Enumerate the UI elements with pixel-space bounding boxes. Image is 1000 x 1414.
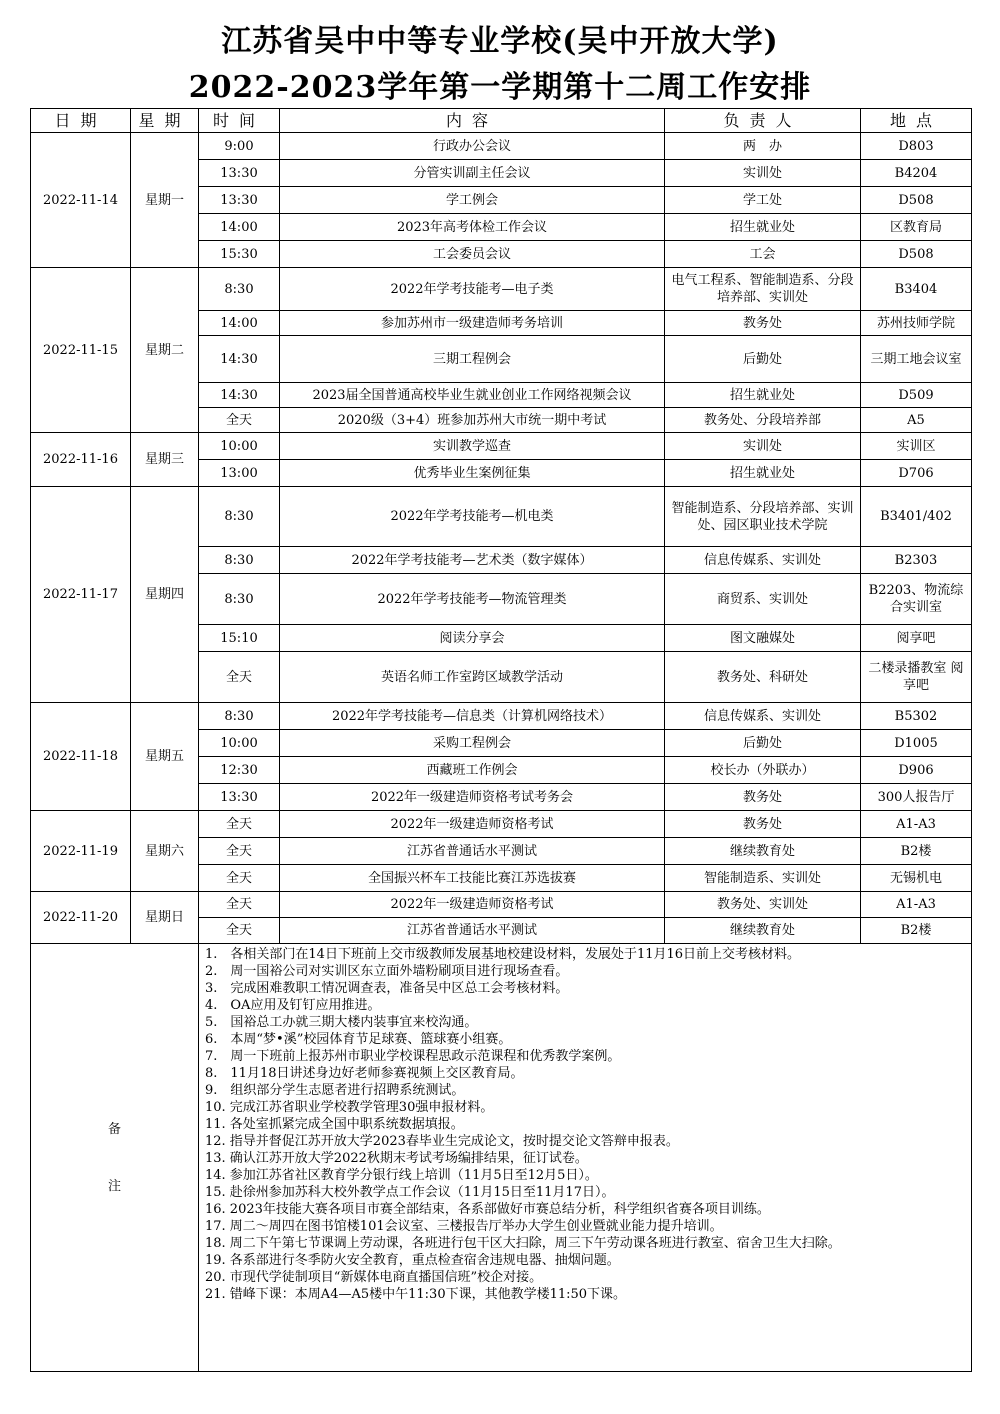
content-cell: 采购工程例会 (280, 730, 665, 757)
place-cell: 三期工地会议室 (861, 336, 972, 383)
owner-cell: 学工处 (665, 187, 861, 214)
owner-cell: 继续教育处 (665, 918, 861, 944)
place-cell: B2203、物流综合实训室 (861, 574, 972, 625)
content-cell: 2023届全国普通高校毕业生就业创业工作网络视频会议 (280, 383, 665, 408)
note-item: 7. 周一下班前上报苏州市职业学校课程思政示范课程和优秀教学案例。 (205, 1049, 621, 1064)
document-subtitle: 2022-2023学年第一学期第十二周工作安排 (188, 70, 812, 105)
place-cell: D509 (861, 383, 972, 408)
date-cell: 2022-11-15 (31, 268, 131, 433)
place-cell: A1-A3 (861, 892, 972, 918)
content-cell: 行政办公会议 (280, 133, 665, 160)
place-cell: B2楼 (861, 838, 972, 865)
owner-cell: 教务处 (665, 811, 861, 838)
time-cell: 15:30 (199, 241, 280, 268)
place-cell: D803 (861, 133, 972, 160)
header-content: 内容 (280, 109, 665, 133)
place-cell: D906 (861, 757, 972, 784)
weekday-cell: 星期一 (131, 133, 199, 268)
notes-label (31, 944, 199, 1372)
place-cell: B5302 (861, 703, 972, 730)
place-cell: 实训区 (861, 433, 972, 460)
weekday-cell: 星期三 (131, 433, 199, 487)
content-cell: 分管实训副主任会议 (280, 160, 665, 187)
document-title: 江苏省吴中中等专业学校(吴中开放大学) (221, 24, 779, 59)
owner-cell: 教务处、分段培养部 (665, 408, 861, 433)
place-cell: D508 (861, 241, 972, 268)
note-item: 14. 参加江苏省社区教育学分银行线上培训（11月5日至12月5日）。 (205, 1168, 598, 1183)
time-cell: 9:00 (199, 133, 280, 160)
owner-cell: 教务处、科研处 (665, 652, 861, 703)
owner-cell: 工会 (665, 241, 861, 268)
content-cell: 三期工程例会 (280, 336, 665, 383)
content-cell: 阅读分享会 (280, 625, 665, 652)
time-cell: 全天 (199, 838, 280, 865)
note-item: 1. 各相关部门在14日下班前上交市级教师发展基地校建设材料，发展处于11月16日前上交考核材料。 (205, 947, 801, 962)
table-row (31, 892, 972, 918)
content-cell: 全国振兴杯车工技能比赛江苏选拔赛 (280, 865, 665, 892)
owner-cell: 校长办（外联办） (665, 757, 861, 784)
content-cell: 优秀毕业生案例征集 (280, 460, 665, 487)
content-cell: 参加苏州市一级建造师考务培训 (280, 311, 665, 336)
time-cell: 14:00 (199, 311, 280, 336)
note-item: 5. 国裕总工办就三期大楼内装事宜来校沟通。 (205, 1015, 478, 1030)
content-cell: 工会委员会议 (280, 241, 665, 268)
owner-cell: 招生就业处 (665, 214, 861, 241)
note-item: 3. 完成困难教职工情况调查表，准备吴中区总工会考核材料。 (205, 981, 569, 996)
content-cell: 实训教学巡查 (280, 433, 665, 460)
header-owner: 负责人 (665, 109, 861, 133)
place-cell: B3401/402 (861, 487, 972, 547)
time-cell: 13:30 (199, 160, 280, 187)
time-cell: 全天 (199, 652, 280, 703)
owner-cell: 图文融媒处 (665, 625, 861, 652)
time-cell: 15:10 (199, 625, 280, 652)
time-cell: 全天 (199, 918, 280, 944)
place-cell: 苏州技师学院 (861, 311, 972, 336)
time-cell: 14:00 (199, 214, 280, 241)
place-cell: 区教育局 (861, 214, 972, 241)
time-cell: 8:30 (199, 547, 280, 574)
content-cell: 英语名师工作室跨区域教学活动 (280, 652, 665, 703)
content-cell: 江苏省普通话水平测试 (280, 838, 665, 865)
header-time: 时间 (199, 109, 280, 133)
time-cell: 全天 (199, 408, 280, 433)
content-cell: 2022年学考技能考—信息类（计算机网络技术） (280, 703, 665, 730)
note-item: 19. 各系部进行冬季防火安全教育，重点检查宿舍违规电器、抽烟问题。 (205, 1253, 620, 1268)
owner-cell: 信息传媒系、实训处 (665, 547, 861, 574)
date-cell: 2022-11-16 (31, 433, 131, 487)
date-cell: 2022-11-19 (31, 811, 131, 892)
table-row (31, 433, 972, 460)
time-cell: 全天 (199, 811, 280, 838)
notes-label-char-2: 注 (107, 1178, 121, 1194)
owner-cell: 智能制造系、实训处 (665, 865, 861, 892)
owner-cell: 招生就业处 (665, 460, 861, 487)
time-cell: 8:30 (199, 487, 280, 547)
table-row (31, 268, 972, 311)
time-cell: 14:30 (199, 383, 280, 408)
time-cell: 8:30 (199, 703, 280, 730)
place-cell: 阅享吧 (861, 625, 972, 652)
time-cell: 8:30 (199, 574, 280, 625)
weekday-cell: 星期六 (131, 811, 199, 892)
content-cell: 2022年学考技能考—物流管理类 (280, 574, 665, 625)
place-cell: 二楼录播教室 阅享吧 (861, 652, 972, 703)
note-item: 6. 本周“梦•溪”校园体育节足球赛、篮球赛小组赛。 (205, 1032, 512, 1047)
place-cell: B2303 (861, 547, 972, 574)
time-cell: 12:30 (199, 757, 280, 784)
date-cell: 2022-11-20 (31, 892, 131, 944)
content-cell: 学工例会 (280, 187, 665, 214)
content-cell: 2022年一级建造师资格考试 (280, 811, 665, 838)
owner-cell: 招生就业处 (665, 383, 861, 408)
weekday-cell: 星期日 (131, 892, 199, 944)
content-cell: 2022年学考技能考—艺术类（数字媒体） (280, 547, 665, 574)
table-row (31, 811, 972, 838)
note-item: 17. 周二～周四在图书馆楼101会议室、三楼报告厅举办大学生创业暨就业能力提升培训。 (205, 1219, 723, 1234)
content-cell: 江苏省普通话水平测试 (280, 918, 665, 944)
content-cell: 2020级（3+4）班参加苏州大市统一期中考试 (280, 408, 665, 433)
note-item: 15. 赴徐州参加苏科大校外教学点工作会议（11月15日至11月17日）。 (205, 1185, 615, 1200)
note-item: 21. 错峰下课：本周A4—A5楼中午11:30下课，其他教学楼11:50下课。 (205, 1287, 627, 1302)
place-cell: A5 (861, 408, 972, 433)
content-cell: 西藏班工作例会 (280, 757, 665, 784)
content-cell: 2022年学考技能考—机电类 (280, 487, 665, 547)
time-cell: 14:30 (199, 336, 280, 383)
owner-cell: 商贸系、实训处 (665, 574, 861, 625)
owner-cell: 后勤处 (665, 336, 861, 383)
note-item: 13. 确认江苏开放大学2022秋期末考试考场编排结果，征订试卷。 (205, 1151, 588, 1166)
time-cell: 13:00 (199, 460, 280, 487)
place-cell: B4204 (861, 160, 972, 187)
owner-cell: 教务处 (665, 311, 861, 336)
weekday-cell: 星期四 (131, 487, 199, 703)
time-cell: 13:30 (199, 187, 280, 214)
notes-list (199, 944, 972, 1372)
time-cell: 8:30 (199, 268, 280, 311)
weekday-cell: 星期二 (131, 268, 199, 433)
content-cell: 2023年高考体检工作会议 (280, 214, 665, 241)
owner-cell: 实训处 (665, 433, 861, 460)
owner-cell: 教务处、实训处 (665, 892, 861, 918)
table-row (31, 487, 972, 547)
note-item: 8. 11月18日讲述身边好老师参赛视频上交区教育局。 (205, 1066, 524, 1081)
owner-cell: 实训处 (665, 160, 861, 187)
place-cell: B3404 (861, 268, 972, 311)
place-cell: D706 (861, 460, 972, 487)
note-item: 12. 指导并督促江苏开放大学2023春毕业生完成论文，按时提交论文答辩申报表。 (205, 1134, 679, 1149)
time-cell: 10:00 (199, 433, 280, 460)
content-cell: 2022年一级建造师资格考试 (280, 892, 665, 918)
date-cell: 2022-11-14 (31, 133, 131, 268)
owner-cell: 电气工程系、智能制造系、分段培养部、实训处 (665, 268, 861, 311)
note-item: 10. 完成江苏省职业学校教学管理30强申报材料。 (205, 1100, 494, 1115)
content-cell: 2022年学考技能考—电子类 (280, 268, 665, 311)
header-weekday: 星期 (131, 109, 199, 133)
header-place: 地点 (861, 109, 972, 133)
place-cell: B2楼 (861, 918, 972, 944)
place-cell: 300人报告厅 (861, 784, 972, 811)
table-row (31, 703, 972, 730)
schedule-table (30, 108, 972, 1372)
note-item: 4. OA应用及钉钉应用推进。 (205, 998, 381, 1013)
note-item: 16. 2023年技能大赛各项目市赛全部结束，各系部做好市赛总结分析，科学组织省赛各项目训练。 (205, 1202, 770, 1217)
note-item: 9. 组织部分学生志愿者进行招聘系统测试。 (205, 1083, 465, 1098)
time-cell: 13:30 (199, 784, 280, 811)
weekday-cell: 星期五 (131, 703, 199, 811)
notes-row (31, 944, 972, 1372)
time-cell: 10:00 (199, 730, 280, 757)
owner-cell: 继续教育处 (665, 838, 861, 865)
schedule-body (31, 133, 972, 1372)
owner-cell: 教务处 (665, 784, 861, 811)
table-row (31, 133, 972, 160)
owner-cell: 智能制造系、分段培养部、实训处、园区职业技术学院 (665, 487, 861, 547)
note-item: 2. 周一国裕公司对实训区东立面外墙粉刷项目进行现场查看。 (205, 964, 569, 979)
notes-label-char-1: 备 (107, 1121, 121, 1137)
time-cell: 全天 (199, 892, 280, 918)
place-cell: D1005 (861, 730, 972, 757)
note-item: 20. 市现代学徒制项目“新媒体电商直播国信班”校企对接。 (205, 1270, 543, 1285)
date-cell: 2022-11-18 (31, 703, 131, 811)
owner-cell: 后勤处 (665, 730, 861, 757)
owner-cell: 两 办 (665, 133, 861, 160)
header-date: 日期 (31, 109, 131, 133)
owner-cell: 信息传媒系、实训处 (665, 703, 861, 730)
place-cell: A1-A3 (861, 811, 972, 838)
date-cell: 2022-11-17 (31, 487, 131, 703)
place-cell: 无锡机电 (861, 865, 972, 892)
content-cell: 2022年一级建造师资格考试考务会 (280, 784, 665, 811)
time-cell: 全天 (199, 865, 280, 892)
place-cell: D508 (861, 187, 972, 214)
note-item: 18. 周二下午第七节课调上劳动课，各班进行包干区大扫除，周三下午劳动课各班进行教室、宿舍卫生大扫除。 (205, 1236, 841, 1251)
note-item: 11. 各处室抓紧完成全国中职系统数据填报。 (205, 1117, 464, 1132)
